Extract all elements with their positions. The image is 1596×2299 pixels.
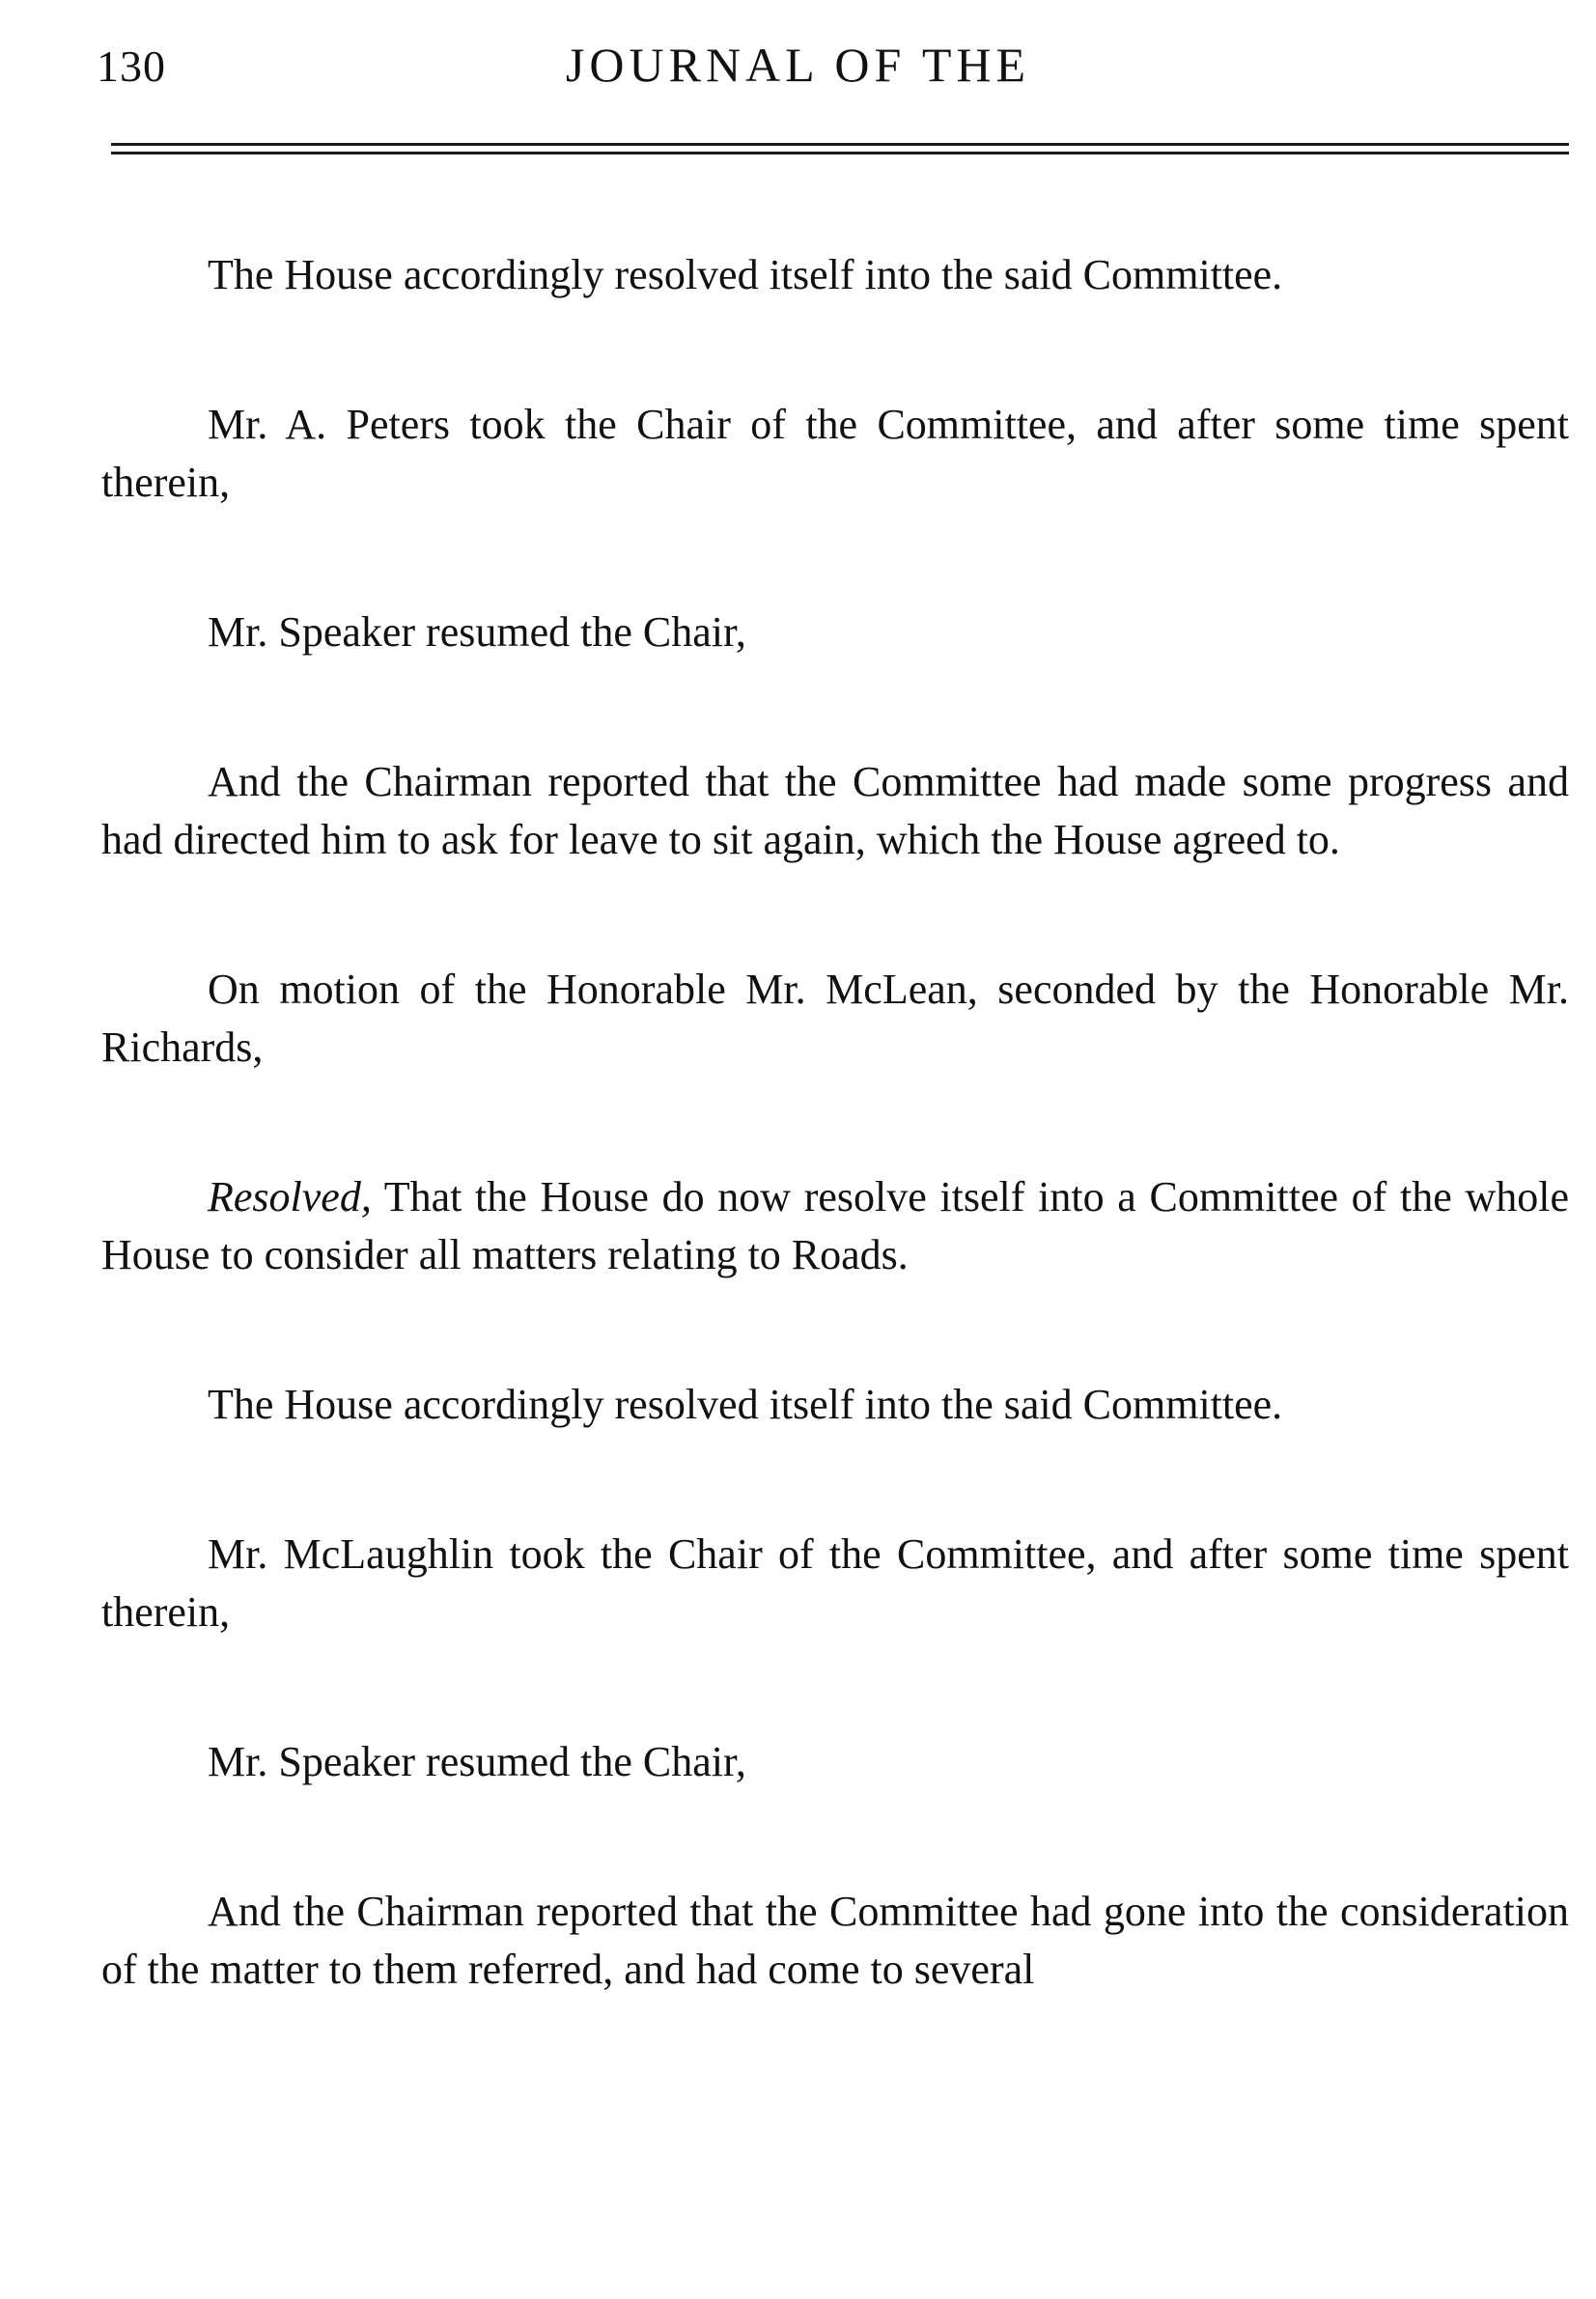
paragraph: The House accordingly resolved itself into the said Committee. — [208, 251, 1283, 298]
paragraph: Mr. Speaker resumed the Chair, — [208, 1738, 746, 1785]
paragraph: And the Chairman reported that the Committee had made some progress and had directed him to ask for leave to sit again, which the House agreed to. — [101, 758, 1569, 863]
paragraph: And the Chairman reported that the Committee had gone into the consideration of the matter to them referred, and had come to several — [101, 1888, 1569, 1993]
running-head: JOURNAL OF THE — [565, 38, 1031, 92]
header-rule-bottom — [111, 152, 1569, 154]
resolution-text: That the House do now resolve itself into a Committee of the whole House to consider all matters relating to Roads. — [101, 1173, 1569, 1278]
paragraph: Mr. A. Peters took the Chair of the Committee, and after some time spent therein, — [101, 401, 1569, 506]
paragraph: Mr. Speaker resumed the Chair, — [208, 608, 746, 656]
paragraph: Mr. McLaughlin took the Chair of the Committee, and after some time spent therein, — [101, 1530, 1569, 1636]
paragraph: The House accordingly resolved itself into the said Committee. — [208, 1381, 1283, 1428]
paragraph: On motion of the Honorable Mr. McLean, seconded by the Honorable Mr. Richards, — [101, 966, 1569, 1071]
journal-body — [101, 246, 1569, 2090]
page-header — [0, 29, 1596, 97]
header-rule-top — [111, 143, 1569, 146]
resolved-lead: Resolved, — [208, 1173, 372, 1220]
page-number: 130 — [97, 42, 166, 91]
resolution-paragraph — [101, 1168, 1569, 1284]
